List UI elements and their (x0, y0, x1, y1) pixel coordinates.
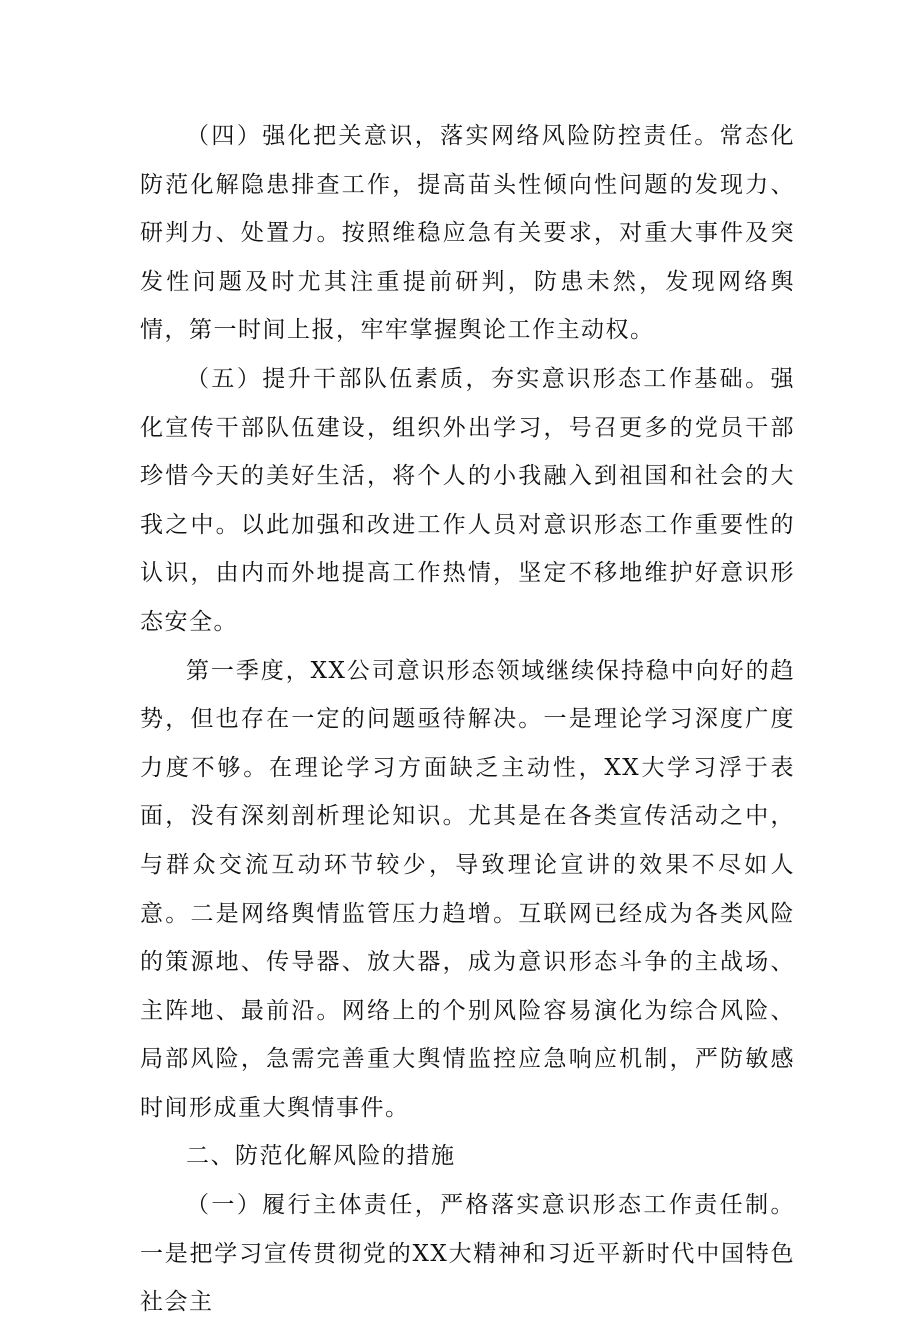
paragraph-first-quarter: 第一季度，XX公司意识形态领域继续保持稳中向好的趋势，但也存在一定的问题亟待解决。一是理论学习深度广度力度不够。在理论学习方面缺乏主动性，XX大学习浮于表面，没有深刻剖析理论知识。尤其是在各类宣传活动之中，与群众交流互动环节较少，导致理论宣讲的效果不尽如人意。二是网络舆情监管压力趋增。互联网已经成为各类风险的策源地、传导器、放大器，成为意识形态斗争的主战场、主阵地、最前沿。网络上的个别风险容易演化为综合风险、局部风险，急需完善重大舆情监控应急响应机制，严防敏感时间形成重大舆情事件。 (140, 657, 795, 1121)
paragraph-section-five: （五）提升干部队伍素质，夯实意识形态工作基础。强化宣传干部队伍建设，组织外出学习，号召更多的党员干部珍惜今天的美好生活，将个人的小我融入到祖国和社会的大我之中。以此加强和改进工作人员对意识形态工作重要性的认识，由内而外地提高工作热情，坚定不移地维护好意识形态安全。 (140, 365, 795, 635)
paragraph-section-one: （一）履行主体责任，严格落实意识形态工作责任制。一是把学习宣传贯彻党的XX大精神和习近平新时代中国特色社会主 (140, 1192, 795, 1316)
paragraph-section-four: （四）强化把关意识，落实网络风险防控责任。常态化防范化解隐患排查工作，提高苗头性倾向性问题的发现力、研判力、处置力。按照维稳应急有关要求，对重大事件及突发性问题及时尤其注重提前研判，防患未然，发现网络舆情，第一时间上报，牢牢掌握舆论工作主动权。 (140, 123, 795, 344)
section-heading: 二、防范化解风险的措施 (186, 1143, 456, 1170)
document-body (140, 112, 795, 1327)
